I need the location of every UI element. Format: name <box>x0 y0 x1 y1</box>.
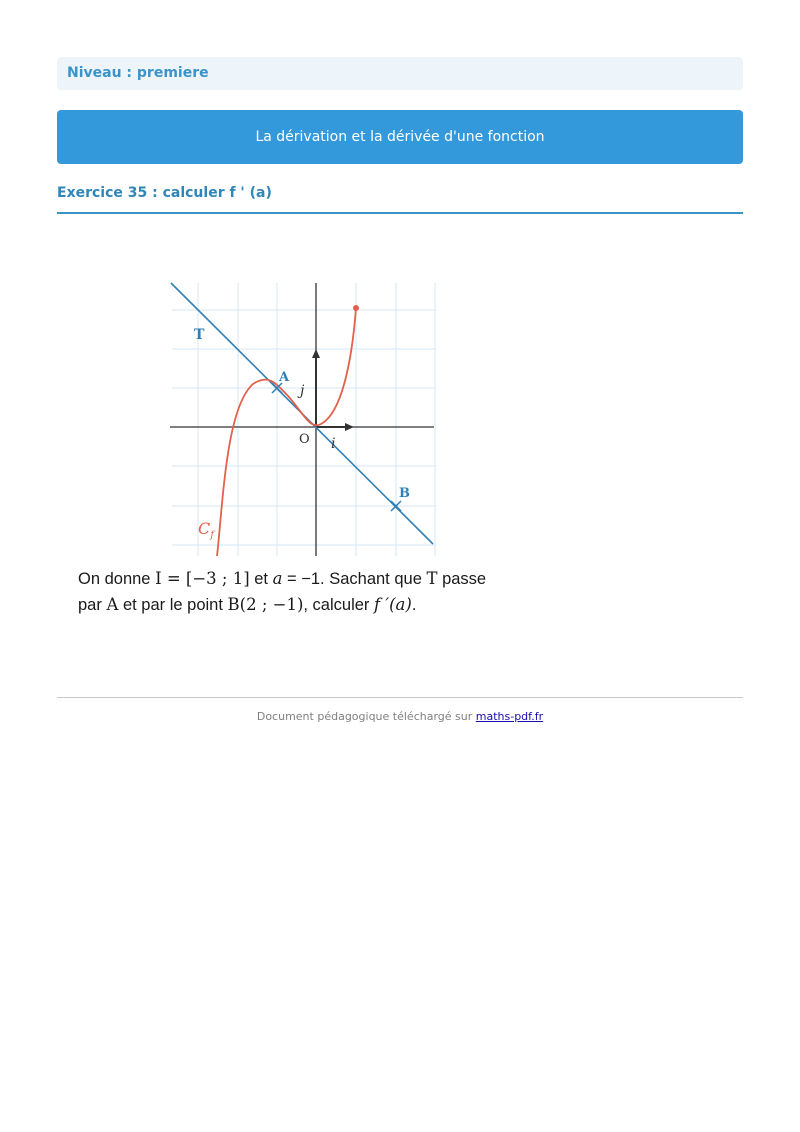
curve-label: $C_f$ <box>198 519 214 541</box>
chapter-title: La dérivation et la dérivée d'une fonction <box>255 129 545 145</box>
unit-i-label: i <box>331 436 336 452</box>
tangent-label: T <box>194 327 205 343</box>
axes <box>170 283 434 556</box>
unit-vector-j-arrowhead <box>312 349 320 358</box>
footer <box>0 710 800 723</box>
exercise-title: Exercice 35 : calculer f ' (a) <box>57 185 272 201</box>
unit-vector-i-arrowhead <box>345 423 354 431</box>
exercise-statement <box>78 566 538 618</box>
function-graph-figure <box>160 278 440 560</box>
level-label: Niveau : premiere <box>67 65 209 81</box>
statement-line-1: On donne I = [−3 ; 1] et a = −1. Sachant que T passe <box>78 569 487 588</box>
origin-label: O <box>299 432 310 447</box>
chapter-title-banner <box>57 110 743 164</box>
footer-divider <box>57 697 743 698</box>
footer-text: Document pédagogique téléchargé sur <box>256 710 476 723</box>
level-banner <box>57 57 743 90</box>
exercise-title-underline <box>57 212 743 214</box>
footer-link[interactable]: maths-pdf.fr <box>475 710 544 723</box>
curve-endpoint <box>353 305 359 311</box>
statement-line-2: par A et par le point B(2 ; −1), calculer f ′(a). <box>78 595 417 614</box>
point-b-label: B <box>399 486 410 501</box>
point-a-label: A <box>279 370 290 385</box>
unit-j-label: j <box>300 383 305 399</box>
